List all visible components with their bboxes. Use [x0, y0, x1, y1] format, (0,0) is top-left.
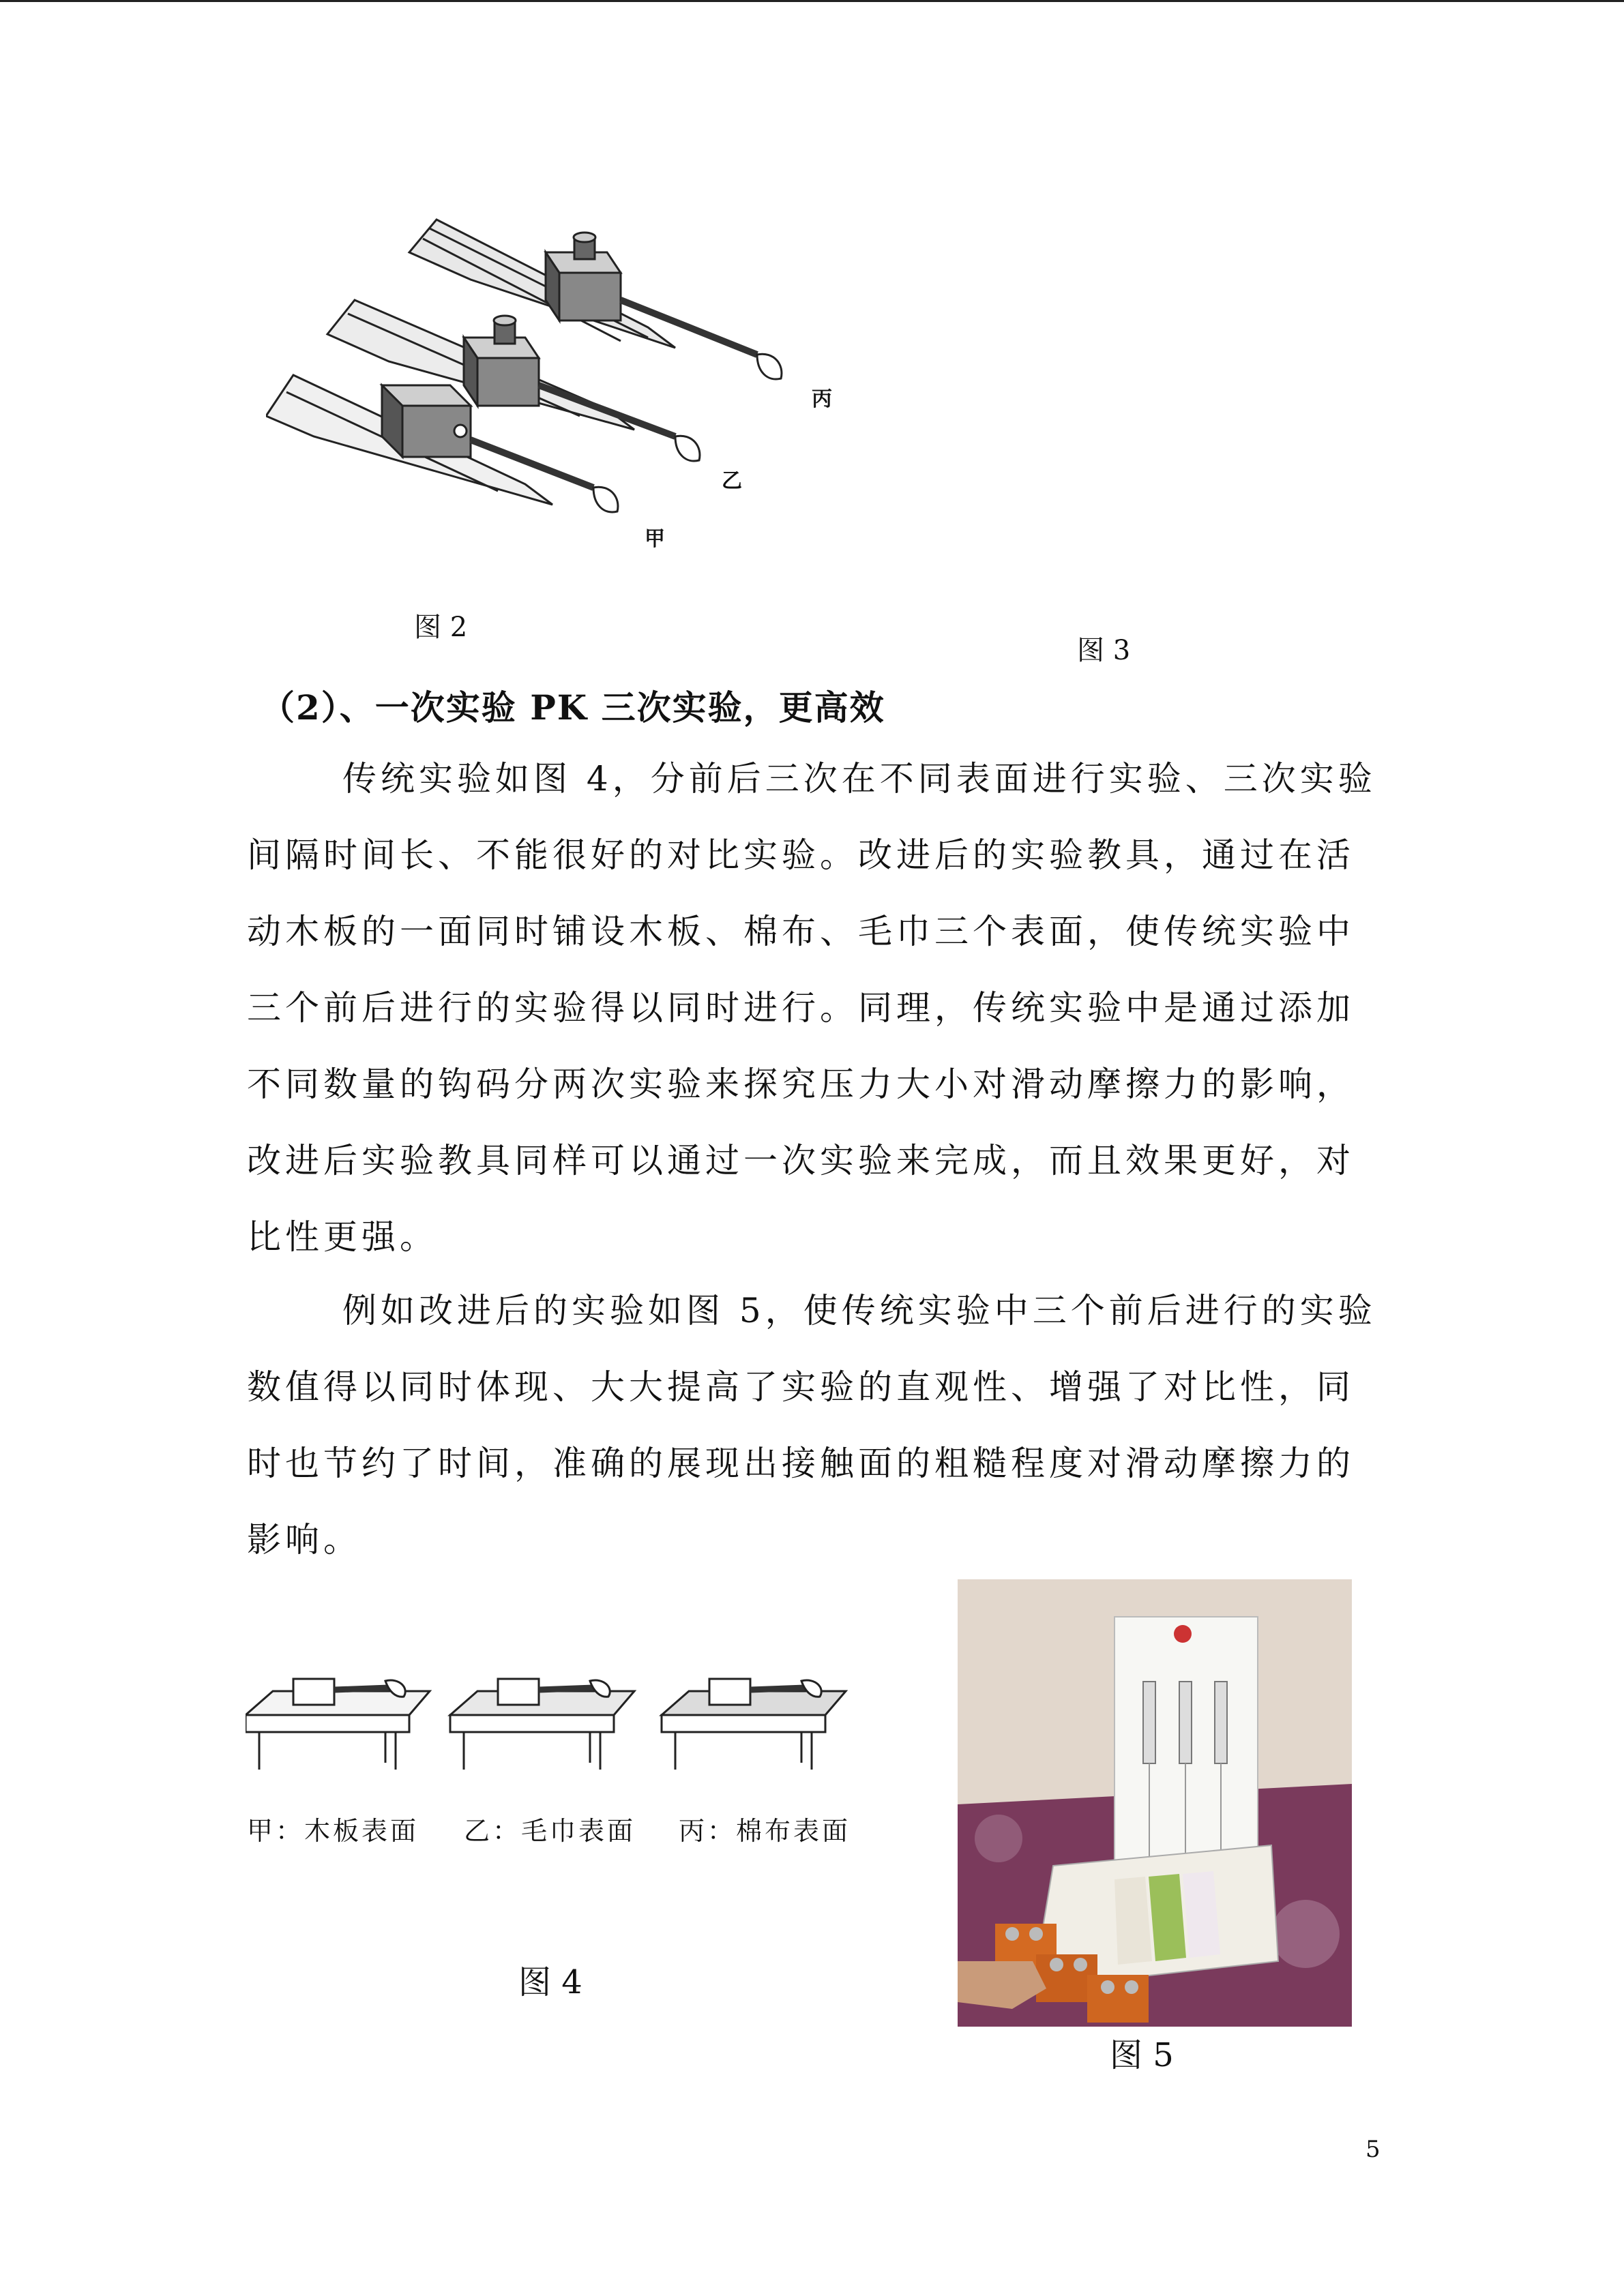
figure-5-photo: [958, 1579, 1352, 2027]
paragraph-1-line: 三个前后进行的实验得以同时进行。同理，传统实验中是通过添加: [247, 988, 1355, 1028]
paragraph-2-line: 影响。: [247, 1520, 361, 1560]
figure-4-illustration: [246, 1650, 853, 1773]
paragraph-1-line: 间隔时间长、不能很好的对比实验。改进后的实验教具，通过在活: [247, 835, 1355, 875]
figure-4-caption: 图 4: [518, 1963, 582, 2001]
figure-4-sublabel-bing: 丙：棉布表面: [679, 1816, 851, 1846]
figure-2-label-yi: 乙: [722, 469, 742, 493]
paragraph-2-line: 例如改进后的实验如图 5，使传统实验中三个前后进行的实验: [342, 1291, 1376, 1330]
page-top-border: [0, 0, 1624, 2]
paragraph-2: [247, 1272, 1376, 1578]
paragraph-1-line: 传统实验如图 4，分前后三次在不同表面进行实验、三次实验: [342, 759, 1376, 799]
paragraph-1-line: 不同数量的钩码分两次实验来探究压力大小对滑动摩擦力的影响，: [247, 1064, 1355, 1104]
paragraph-1-line: 比性更强。: [247, 1217, 438, 1257]
figure-3-caption: 图 3: [1077, 635, 1131, 666]
page-number: 5: [1365, 2136, 1381, 2163]
figure-4-sublabel-yi: 乙：毛巾表面: [464, 1816, 636, 1846]
figure-2-illustration: [266, 211, 853, 566]
figure-5-caption: 图 5: [1110, 2036, 1174, 2074]
paragraph-2-line: 数值得以同时体现、大大提高了实验的直观性、增强了对比性，同: [247, 1367, 1355, 1407]
figure-2-caption: 图 2: [414, 612, 468, 643]
paragraph-1-line: 动木板的一面同时铺设木板、棉布、毛巾三个表面，使传统实验中: [247, 912, 1355, 951]
paragraph-1: [247, 741, 1376, 1275]
paragraph-1-line: 改进后实验教具同样可以通过一次实验来完成，而且效果更好，对: [247, 1141, 1355, 1180]
paragraph-2-line: 时也节约了时间，准确的展现出接触面的粗糙程度对滑动摩擦力的: [247, 1444, 1355, 1483]
figure-2-label-bing: 丙: [812, 387, 832, 411]
figure-4-sublabel-jia: 甲：木板表面: [247, 1816, 419, 1846]
figure-2-label-jia: 甲: [645, 527, 665, 551]
section-heading: （2）、一次实验 PK 三次实验，更高效: [261, 687, 885, 728]
